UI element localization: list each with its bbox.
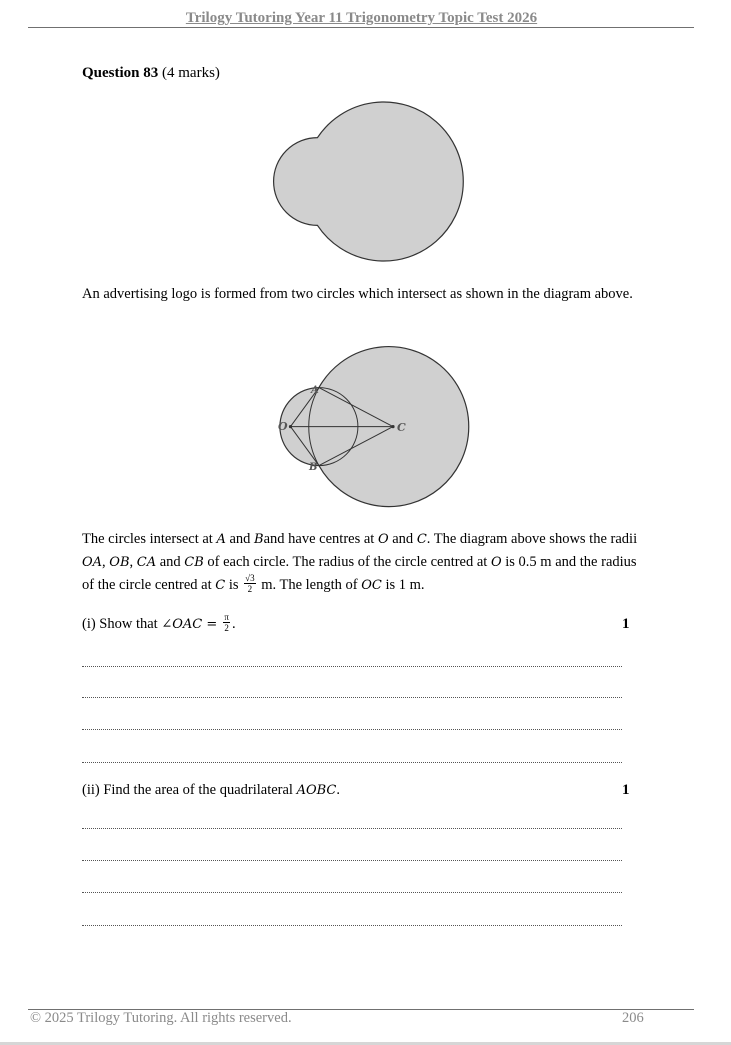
part-ii-text: (ii) Find the area of the quadrilateral: [82, 782, 297, 798]
part-i-marks: 1: [622, 616, 630, 632]
footer-page-number: 206: [622, 1010, 644, 1026]
part-i-suffix: .: [231, 616, 236, 632]
desc-text: and: [156, 554, 185, 570]
part-ii-marks: 1: [622, 782, 630, 798]
part-ii-prompt: [82, 780, 642, 801]
question-marks: (4 marks): [162, 65, 220, 81]
answer-line[interactable]: [82, 762, 622, 763]
point-c: [391, 425, 394, 428]
answer-line[interactable]: [82, 860, 622, 861]
desc-text: is: [225, 577, 243, 593]
answer-line[interactable]: [82, 892, 622, 893]
description-paragraph: [82, 528, 642, 597]
math-c: C: [215, 578, 226, 593]
fraction-pi-over-2: [223, 612, 230, 633]
fraction-denominator: 2: [224, 623, 229, 634]
footer-copyright: © 2025 Trilogy Tutoring. All rights reserved.: [30, 1010, 292, 1026]
question-title: [82, 65, 220, 82]
part-ii-suffix: .: [336, 782, 341, 798]
part-i-text: (i) Show that: [82, 616, 162, 632]
label-o: O: [278, 420, 288, 433]
point-o: [289, 425, 292, 428]
desc-text: The circles intersect at: [82, 531, 217, 547]
desc-text: . The diagram above shows the radii: [426, 531, 638, 547]
logo-diagram: [250, 100, 475, 266]
part-i-math: ∠OAC =: [161, 617, 222, 632]
part-i-prompt: [82, 614, 642, 635]
labelled-diagram: [250, 340, 480, 512]
fraction-numerator: π: [224, 612, 229, 623]
part-ii-math: AOBC: [296, 783, 337, 798]
math-oa: OA: [82, 555, 103, 570]
math-o: O: [377, 532, 389, 547]
fraction-numerator: √3: [245, 573, 255, 584]
answer-line[interactable]: [82, 828, 622, 829]
intro-paragraph: An advertising logo is formed from two circles which intersect as shown in the diagram above.: [82, 286, 633, 302]
math-ob: OB: [109, 555, 130, 570]
label-b: B: [309, 462, 318, 473]
math-o: O: [490, 555, 502, 570]
math-cb: CB: [184, 555, 204, 570]
answer-line[interactable]: [82, 729, 622, 730]
answer-line[interactable]: [82, 697, 622, 698]
desc-text: ,: [102, 554, 110, 570]
question-number: Question 83: [82, 65, 159, 81]
header-title: Trilogy Tutoring Year 11 Trigonometry Topic Test 2026: [185, 10, 538, 26]
answer-line[interactable]: [82, 666, 622, 667]
desc-text: is 0.5 m and the radius of the circle centred at: [82, 554, 637, 593]
fraction-root3-over-2: [244, 573, 255, 594]
header-divider: [28, 27, 694, 28]
answer-line[interactable]: [82, 925, 622, 926]
math-b: B: [254, 532, 264, 547]
desc-text: and have centres at: [263, 531, 378, 547]
desc-text: and: [388, 531, 417, 547]
logo-shape: [274, 102, 464, 261]
desc-text: is 1 m.: [381, 577, 425, 593]
desc-text: of each circle. The radius of the circle centred at: [203, 554, 491, 570]
desc-text: ,: [129, 554, 137, 570]
desc-text: and: [225, 531, 255, 547]
math-ca: CA: [136, 555, 157, 570]
label-c: C: [397, 421, 406, 434]
math-a: A: [216, 532, 226, 547]
math-oc: OC: [361, 578, 382, 593]
label-a: A: [311, 385, 319, 396]
fraction-denominator: 2: [247, 584, 253, 595]
desc-text: m. The length of: [257, 577, 362, 593]
math-c: C: [416, 532, 427, 547]
